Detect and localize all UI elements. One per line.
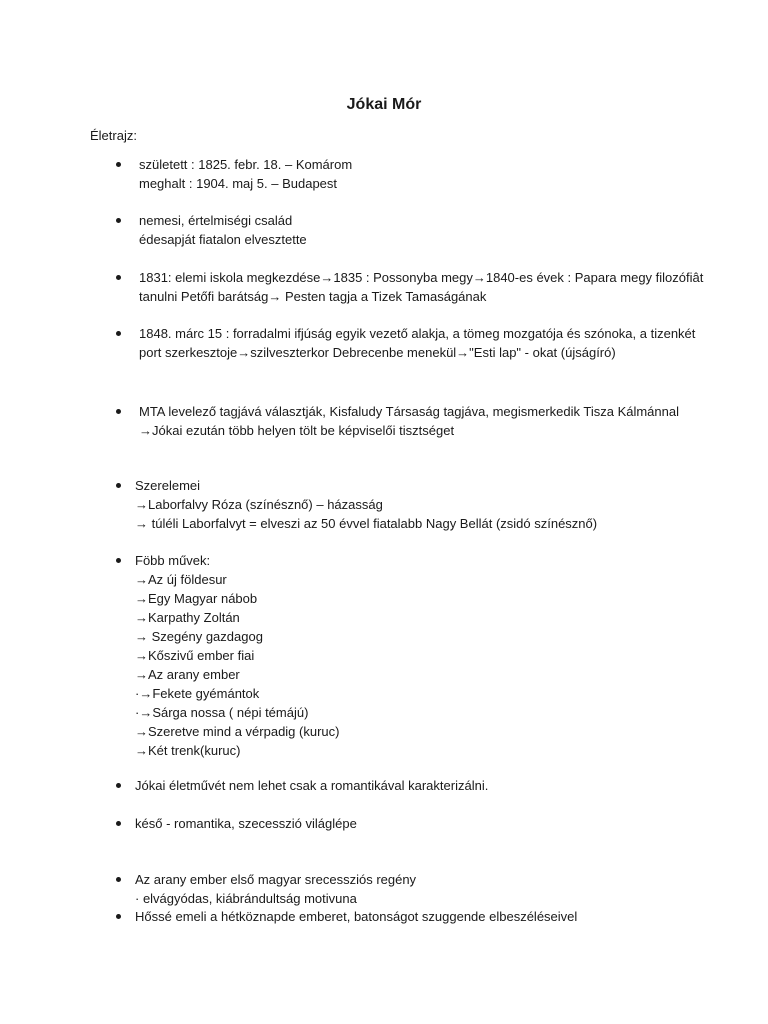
bullet-icon: [116, 821, 121, 826]
section-label: Életrajz:: [90, 128, 137, 143]
list-item: [135, 776, 488, 795]
list-item-line: édesapját fiatalon elvesztette: [139, 232, 307, 247]
list-item-line: 1831: elemi iskola megkezdése→1835 : Possonyba megy→1840-es évek : Papara megy filozófiât: [139, 270, 704, 285]
bullet-icon: [116, 558, 121, 563]
bullet-icon: [116, 275, 121, 280]
list-item: [139, 268, 703, 306]
list-item-line: nemesi, értelmiségi család: [139, 213, 293, 228]
list-item-line: született : 1825. febr. 18. – Komárom: [139, 157, 353, 172]
bullet-icon: [116, 483, 121, 488]
list-item-line: →Szeretve mind a vérpadig (kuruc): [135, 724, 340, 739]
list-item: [139, 211, 307, 249]
list-item: [139, 402, 679, 440]
list-item: [135, 476, 597, 533]
bullet-icon: [116, 783, 121, 788]
list-item-line: →Az új földesur: [135, 572, 227, 587]
bullet-icon: [116, 409, 121, 414]
list-item: [139, 155, 352, 193]
bullet-icon: [116, 218, 121, 223]
list-item: [139, 324, 695, 362]
bullet-icon: [116, 331, 121, 336]
list-item-line: Szerelemei: [135, 478, 201, 493]
list-item-line: késő - romantika, szecesszió világlépe: [135, 816, 357, 831]
list-item-line: →Az arany ember: [135, 667, 240, 682]
list-item-line: MTA levelező tagjává választják, Kisfaludy Társaság tagjáva, megismerkedik Tisza Kálmánnal: [139, 404, 679, 419]
list-item: [135, 870, 416, 908]
list-item-line: tanulni Petőfi barátság→ Pesten tagja a Tizek Tamaságának: [139, 289, 487, 304]
list-item-line: port szerkesztoje→szilveszterkor Debrecenbe menekül→"Esti lap" - okat (újságíró): [139, 345, 616, 360]
list-item: [135, 551, 339, 760]
list-item-line: →Egy Magyar nábob: [135, 591, 258, 606]
list-item: [135, 907, 577, 926]
list-item-line: 1848. márc 15 : forradalmi ifjúság egyik vezető alakja, a tömeg mozgatója és szónoka, a tizenkét: [139, 326, 696, 341]
list-item-line: →Kőszivű ember fiai: [135, 648, 255, 663]
list-item-line: · elvágyódas, kiábrándultság motivuna: [135, 891, 357, 906]
bullet-icon: [116, 914, 121, 919]
list-item-line: →Karpathy Zoltán: [135, 610, 240, 625]
list-item-line: ·→Sárga nossa ( népi témájú): [135, 705, 309, 720]
list-item-line: →Laborfalvy Róza (színésznő) – házasság: [135, 497, 383, 512]
list-item-line: → túléli Laborfalvyt = elveszi az 50 évvel fiatalabb Nagy Bellát (zsidó színésznő): [135, 516, 598, 531]
document-title: Jókai Mór: [346, 96, 422, 113]
list-item-line: Jókai életművét nem lehet csak a romantikával karakterizálni.: [135, 778, 489, 793]
list-item-line: →Jókai ezután több helyen tölt be képviselői tisztséget: [139, 423, 455, 438]
list-item-line: →Két trenk(kuruc): [135, 743, 241, 758]
list-item: [135, 814, 357, 833]
list-item-line: → Szegény gazdagog: [135, 629, 263, 644]
list-item-line: meghalt : 1904. maj 5. – Budapest: [139, 176, 338, 191]
list-item-line: ·→Fekete gyémántok: [135, 686, 260, 701]
bullet-icon: [116, 162, 121, 167]
list-item-line: Hőssé emeli a hétköznapde emberet, batonságot szuggende elbeszéléseivel: [135, 909, 578, 924]
list-item-line: Föbb művek:: [135, 553, 211, 568]
bullet-icon: [116, 877, 121, 882]
list-item-line: Az arany ember első magyar srecessziós regény: [135, 872, 417, 887]
